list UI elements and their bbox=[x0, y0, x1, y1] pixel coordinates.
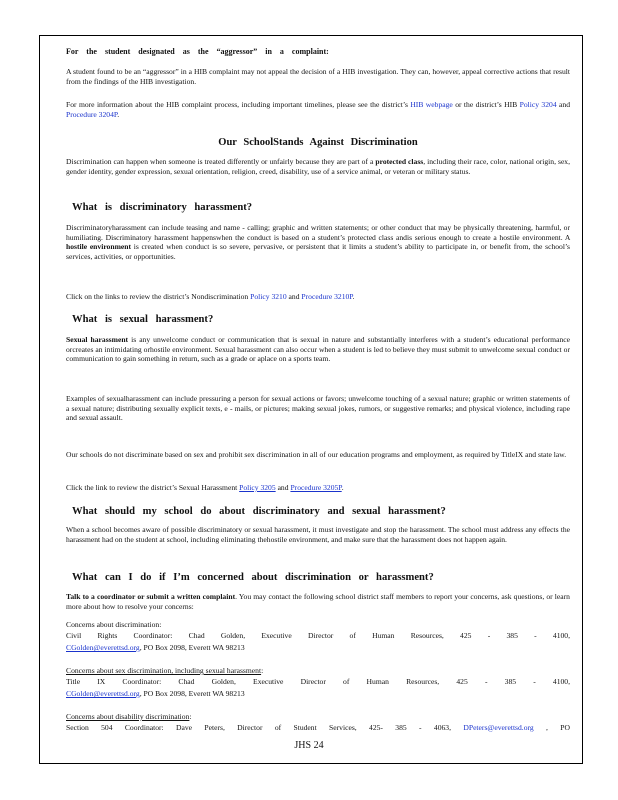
title-ix-paragraph: Our schools do not discriminate based on sex and prohibit sex discrimination in all of our education programs and employment, as required by TitleIX and state law. bbox=[66, 450, 567, 459]
section-504-coordinator-line: Section 504 Coordinator: Dave Peters, Director of Student Services, 425- 385 - 4063, DPeters@everettsd.org , PO bbox=[66, 723, 570, 732]
title-ix-coordinator-line: Title IX Coordinator: Chad Golden, Executive Director of Human Resources, 425 - 385 - 4100, bbox=[66, 677, 570, 686]
policy-3205-link[interactable]: Policy 3205 bbox=[239, 483, 276, 492]
sexual-harassment-term: Sexual harassment bbox=[66, 335, 129, 344]
procedure-3205p-link[interactable]: Procedure 3205P bbox=[290, 483, 342, 492]
aggressor-paragraph: A student found to be an “aggressor” in a HIB complaint may not appeal the decision of a HIB investigation. They can, however, appeal corrective actions that result from the findings of the HIB investigation. bbox=[66, 67, 570, 86]
cgolden-email-link[interactable]: CGolden@everettsd.org bbox=[66, 643, 140, 652]
sexual-harassment-paragraph: Sexual harassment is any unwelcome conduct or communication that is sexual in nature and substantially interferes with a student’s educational performance orcreates an intimidating orhostile environment. Sexual harassment can also occur when a student is led to believe they must submit to unwelcome sexual conduct or communication to gain something in return, such as a grade or aplace on a sports team. bbox=[66, 335, 570, 364]
cgolden-email-link-2[interactable]: CGolden@everettsd.org bbox=[66, 689, 140, 698]
sex-discrimination-contact-label: Concerns about sex discrimination, including sexual harassment: bbox=[66, 666, 264, 675]
talk-coordinator-term: Talk to a coordinator or submit a written complaint bbox=[66, 592, 236, 601]
hib-info-paragraph: For more information about the HIB complaint process, including important timelines, please see the district’s HIB webpage or the district’s HIB Policy 3204 and Procedure 3204P. bbox=[66, 100, 570, 119]
policy-3210-link[interactable]: Policy 3210 bbox=[250, 292, 287, 301]
civil-rights-coordinator-line: Civil Rights Coordinator: Chad Golden, Executive Director of Human Resources, 425 - 385 - 4100, bbox=[66, 631, 570, 640]
disc-harassment-heading: What is discriminatory harassment? bbox=[72, 202, 253, 213]
procedure-3204p-link[interactable]: Procedure 3204P bbox=[66, 109, 118, 119]
disc-harassment-paragraph: Discriminatoryharassment can include teasing and name - calling; graphic and written statements; or other conduct that may be physically threatening, harmful, or humiliating. Discriminatory harassment happenswhen the conduct is based on a student’s protected class andis serious enough to create a hostile environment. A hostile environment is created when conduct is so severe, pervasive, or persistent that it limits a student’s ability to participate in, or benefit from, the school’s services, activities, or opportunities. bbox=[66, 223, 571, 261]
hib-webpage-link[interactable]: HIB webpage bbox=[410, 100, 453, 109]
concerned-heading: What can I do if I’m concerned about discrimination or harassment? bbox=[72, 572, 434, 583]
sexual-harassment-links-paragraph: Click the link to review the district’s Sexual Harassment Policy 3205 and Procedure 3205P. bbox=[66, 483, 344, 492]
disability-contact-label: Concerns about disability discrimination: bbox=[66, 712, 192, 721]
school-response-heading: What should my school do about discriminatory and sexual harassment? bbox=[72, 506, 446, 517]
schoolstands-paragraph: Discrimination can happen when someone is treated differently or unfairly because they are part of a protected class, including their race, color, national origin, sex, gender identity, gender expression, sexual orientation, religion, creed, disability, use of a service animal, or veteran or military status. bbox=[66, 157, 571, 176]
page-number: JHS 24 bbox=[294, 740, 324, 751]
contact-intro-paragraph: Talk to a coordinator or submit a written complaint. You may contact the following school district staff members to report your concerns, ask questions, or learn more about how to resolve your concerns: bbox=[66, 592, 570, 611]
nondiscrimination-links-paragraph: Click on the links to review the district’s Nondiscrimination Policy 3210 and Procedure 3210P. bbox=[66, 292, 355, 301]
school-response-paragraph: When a school becomes aware of possible discriminatory or sexual harassment, it must investigate and stop the harassment. The school must address any effects the harassment had on the student at school, including eliminating thehostile environment, and make sure that the harassment does not happen again. bbox=[66, 525, 570, 544]
civil-rights-address-line: CGolden@everettsd.org, PO Box 2098, Everett WA 98213 bbox=[66, 643, 245, 652]
policy-3204-link[interactable]: Policy 3204 bbox=[519, 100, 557, 109]
sexual-harassment-heading: What is sexual harassment? bbox=[72, 314, 214, 325]
hostile-environment-term: hostile environment bbox=[66, 242, 132, 252]
protected-class-term: protected class bbox=[375, 157, 424, 166]
discrimination-contact-label: Concerns about discrimination: bbox=[66, 620, 162, 629]
schoolstands-heading: Our SchoolStands Against Discrimination bbox=[218, 137, 418, 148]
aggressor-heading: For the student designated as the “aggressor” in a complaint: bbox=[66, 47, 329, 56]
sexual-harassment-examples-paragraph: Examples of sexualharassment can include pressuring a person for sexual actions or favors; unwelcome touching of a sexual nature; graphic or written statements of a sexual nature; distributing sexually explicit texts, e - mails, or pictures; making sexual jokes, rumors, or suggestive remarks; and physical violence, including rape and sexual assault. bbox=[66, 394, 570, 423]
procedure-3210p-link[interactable]: Procedure 3210P bbox=[301, 292, 353, 301]
dpeters-email-link[interactable]: DPeters@everettsd.org bbox=[463, 723, 534, 732]
title-ix-address-line: CGolden@everettsd.org, PO Box 2098, Everett WA 98213 bbox=[66, 689, 245, 698]
